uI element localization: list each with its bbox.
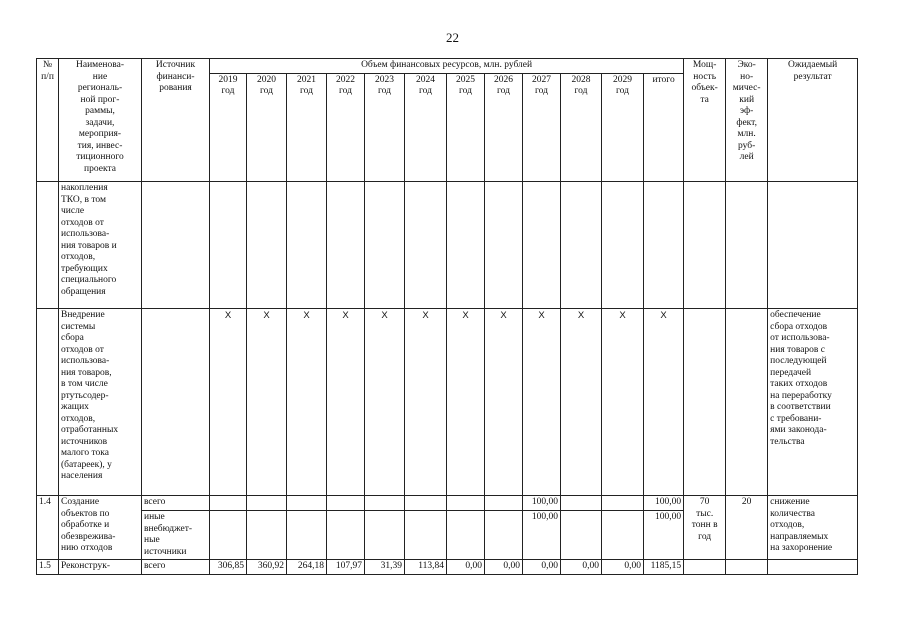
header-year: 2028 год: [561, 73, 602, 182]
header-volume-group: Объем финансовых ресурсов, млн. рублей: [210, 59, 684, 74]
cell-value: 360,92: [247, 560, 287, 575]
x-mark: Х: [210, 309, 247, 496]
header-year: 2021 год: [287, 73, 327, 182]
row-name: Создание объектов по обработке и обезврежива- нию отходов: [59, 496, 142, 560]
header-result: Ожидаемый результат: [768, 59, 858, 182]
cell-value: 100,00: [523, 496, 561, 511]
header-year: 2022 год: [327, 73, 365, 182]
x-mark: Х: [247, 309, 287, 496]
cell-total: 100,00: [644, 496, 684, 511]
cell-value: 0,00: [523, 560, 561, 575]
cell-value: 113,84: [405, 560, 447, 575]
x-mark: Х: [561, 309, 602, 496]
header-year: 2023 год: [365, 73, 405, 182]
page-number: 22: [446, 30, 459, 45]
x-mark: Х: [327, 309, 365, 496]
row-capacity: 70 тыс. тонн в год: [684, 496, 726, 560]
header-source: Источник финанси- рования: [142, 59, 210, 182]
header-year: 2020 год: [247, 73, 287, 182]
cell-value: 0,00: [485, 560, 523, 575]
x-mark: Х: [365, 309, 405, 496]
cell-value: 0,00: [447, 560, 485, 575]
header-total: итого: [644, 73, 684, 182]
cell-value: 107,97: [327, 560, 365, 575]
cell-value: 264,18: [287, 560, 327, 575]
table-row-1-4-total: [37, 496, 858, 511]
header-year: 2026 год: [485, 73, 523, 182]
row-source: иные внебюджет- ные источники: [142, 511, 210, 560]
header-year: 2027 год: [523, 73, 561, 182]
cell-value: 31,39: [365, 560, 405, 575]
table-row-1-5: [37, 560, 858, 575]
header-year: 2019 год: [210, 73, 247, 182]
header-capacity: Мощ- ность объек- та: [684, 59, 726, 182]
table-row-implementation: [37, 309, 858, 496]
financing-table: [36, 58, 858, 575]
header-effect: Эко- но- мичес- кий эф- фект, млн. руб- лей: [726, 59, 768, 182]
table-row-continuation: [37, 182, 858, 309]
row-num: 1.5: [37, 560, 59, 575]
header-year: 2024 год: [405, 73, 447, 182]
cell-value: 0,00: [561, 560, 602, 575]
cell-value: 306,85: [210, 560, 247, 575]
cell-value: 100,00: [523, 511, 561, 560]
x-mark: Х: [602, 309, 644, 496]
row-result: обеспечение сбора отходов от использова- ния товаров с последующей передачей таких отходов на переработку в соответствии с требовани- ями законода- тельства: [768, 309, 858, 496]
row-name: накопления ТКО, в том числе отходов от использова- ния товаров и отходов, требующих специального обращения: [59, 182, 142, 309]
row-source: всего: [142, 496, 210, 511]
header-row-1: [37, 59, 858, 74]
x-mark: Х: [523, 309, 561, 496]
header-num: № п/п: [37, 59, 59, 182]
row-name: Внедрение системы сбора отходов от использова- ния товаров, в том числе ртутьсодер- жащих отходов, отработанных источников малого тока (батареек), у населения: [59, 309, 142, 496]
row-num: 1.4: [37, 496, 59, 560]
row-source: всего: [142, 560, 210, 575]
header-year: 2029 год: [602, 73, 644, 182]
x-mark: Х: [485, 309, 523, 496]
cell-total: 1185,15: [644, 560, 684, 575]
header-name: Наименова- ние региональ- ной прог- раммы, задачи, мероприя- тия, инвес- тиционного проекта: [59, 59, 142, 182]
header-year: 2025 год: [447, 73, 485, 182]
row-result: снижение количества отходов, направляемых на захоронение: [768, 496, 858, 560]
row-name: Реконструк-: [59, 560, 142, 575]
x-mark: Х: [405, 309, 447, 496]
x-mark: Х: [644, 309, 684, 496]
x-mark: Х: [447, 309, 485, 496]
cell-total: 100,00: [644, 511, 684, 560]
row-effect: 20: [726, 496, 768, 560]
cell-value: 0,00: [602, 560, 644, 575]
x-mark: Х: [287, 309, 327, 496]
